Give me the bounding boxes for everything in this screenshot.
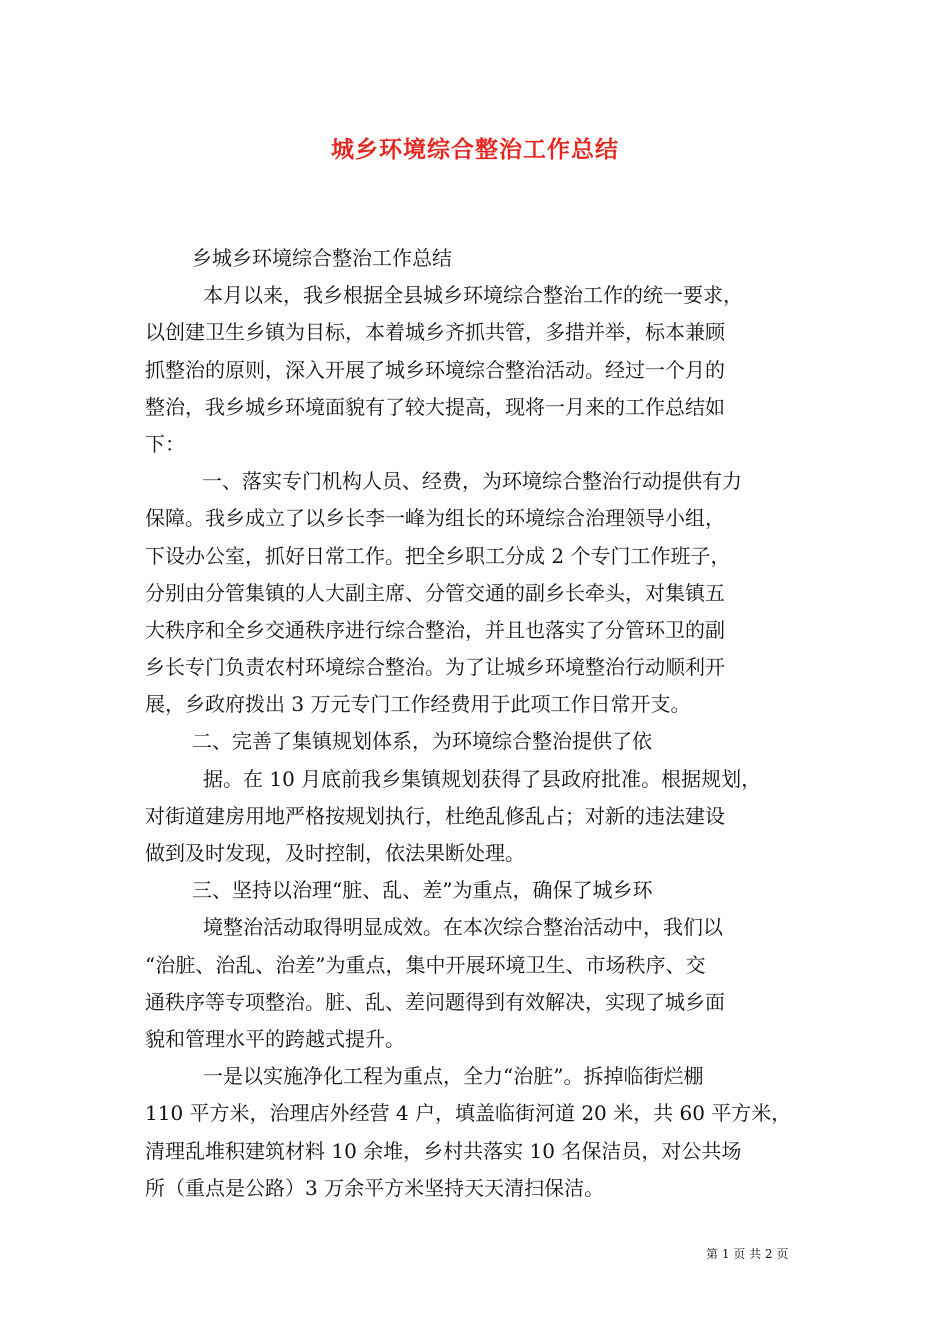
body-line: 貌和管理水平的跨越式提升。 xyxy=(145,1026,405,1051)
body-line: 做到及时发现，及时控制，依法果断处理。 xyxy=(145,841,525,865)
body-line: 保障。我乡成立了以乡长李一峰为组长的环境综合治理领导小组， xyxy=(145,506,725,531)
page-title: 城乡环境综合整治工作总结 xyxy=(331,136,619,163)
body-line: 以创建卫生乡镇为目标，本着城乡齐抓共管，多措并举，标本兼顾 xyxy=(145,320,725,345)
body-line: 整治，我乡城乡环境面貌有了较大提高，现将一月来的工作总结如 xyxy=(145,394,725,419)
body-line: 下： xyxy=(145,431,185,456)
page-number-footer: 第 1 页 共 2 页 xyxy=(706,1247,789,1261)
document-body xyxy=(145,240,815,1207)
body-line: 乡城乡环境综合整治工作总结 xyxy=(192,246,452,270)
body-line: 二、完善了集镇规划体系，为环境综合整治提供了依 xyxy=(192,729,652,754)
body-line: 110 平方米，治理店外经营 4 户，填盖临街河道 20 米，共 60 平方米， xyxy=(145,1101,792,1126)
body-line: 对街道建房用地严格按规划执行，杜绝乱修乱占；对新的违法建设 xyxy=(145,803,725,828)
body-line: 乡长专门负责农村环境综合整治。为了让城乡环境整治行动顺利开 xyxy=(145,655,725,680)
body-line: 一、落实专门机构人员、经费，为环境综合整治行动提供有力 xyxy=(202,469,742,494)
body-line: 清理乱堆积建筑材料 10 余堆，乡村共落实 10 名保洁员，对公共场 xyxy=(145,1138,742,1163)
body-line: “治脏、治乱、治差”为重点，集中开展环境卫生、市场秩序、交 xyxy=(145,952,706,977)
body-line: 抓整治的原则，深入开展了城乡环境综合整治活动。经过一个月的 xyxy=(145,357,725,382)
body-line: 一是以实施净化工程为重点，全力“治脏”。拆掉临街烂棚 xyxy=(203,1064,704,1089)
body-line: 分别由分管集镇的人大副主席、分管交通的副乡长牵头，对集镇五 xyxy=(145,580,725,605)
body-line: 通秩序等专项整治。脏、乱、差问题得到有效解决，实现了城乡面 xyxy=(145,989,725,1014)
body-line: 三、坚持以治理“脏、乱、差”为重点，确保了城乡环 xyxy=(192,878,653,903)
body-line: 大秩序和全乡交通秩序进行综合整治，并且也落实了分管环卫的副 xyxy=(145,617,725,642)
body-line: 展，乡政府拨出 3 万元专门工作经费用于此项工作日常开支。 xyxy=(145,692,691,717)
body-line: 据。在 10 月底前我乡集镇规划获得了县政府批准。根据规划， xyxy=(203,766,762,791)
body-line: 所（重点是公路）3 万余平方米坚持天天清扫保洁。 xyxy=(145,1175,605,1200)
body-line: 境整治活动取得明显成效。在本次综合整治活动中，我们以 xyxy=(203,915,723,940)
body-line: 下设办公室，抓好日常工作。把全乡职工分成 2 个专门工作班子， xyxy=(145,543,731,568)
body-line: 本月以来，我乡根据全县城乡环境综合整治工作的统一要求， xyxy=(203,283,743,308)
